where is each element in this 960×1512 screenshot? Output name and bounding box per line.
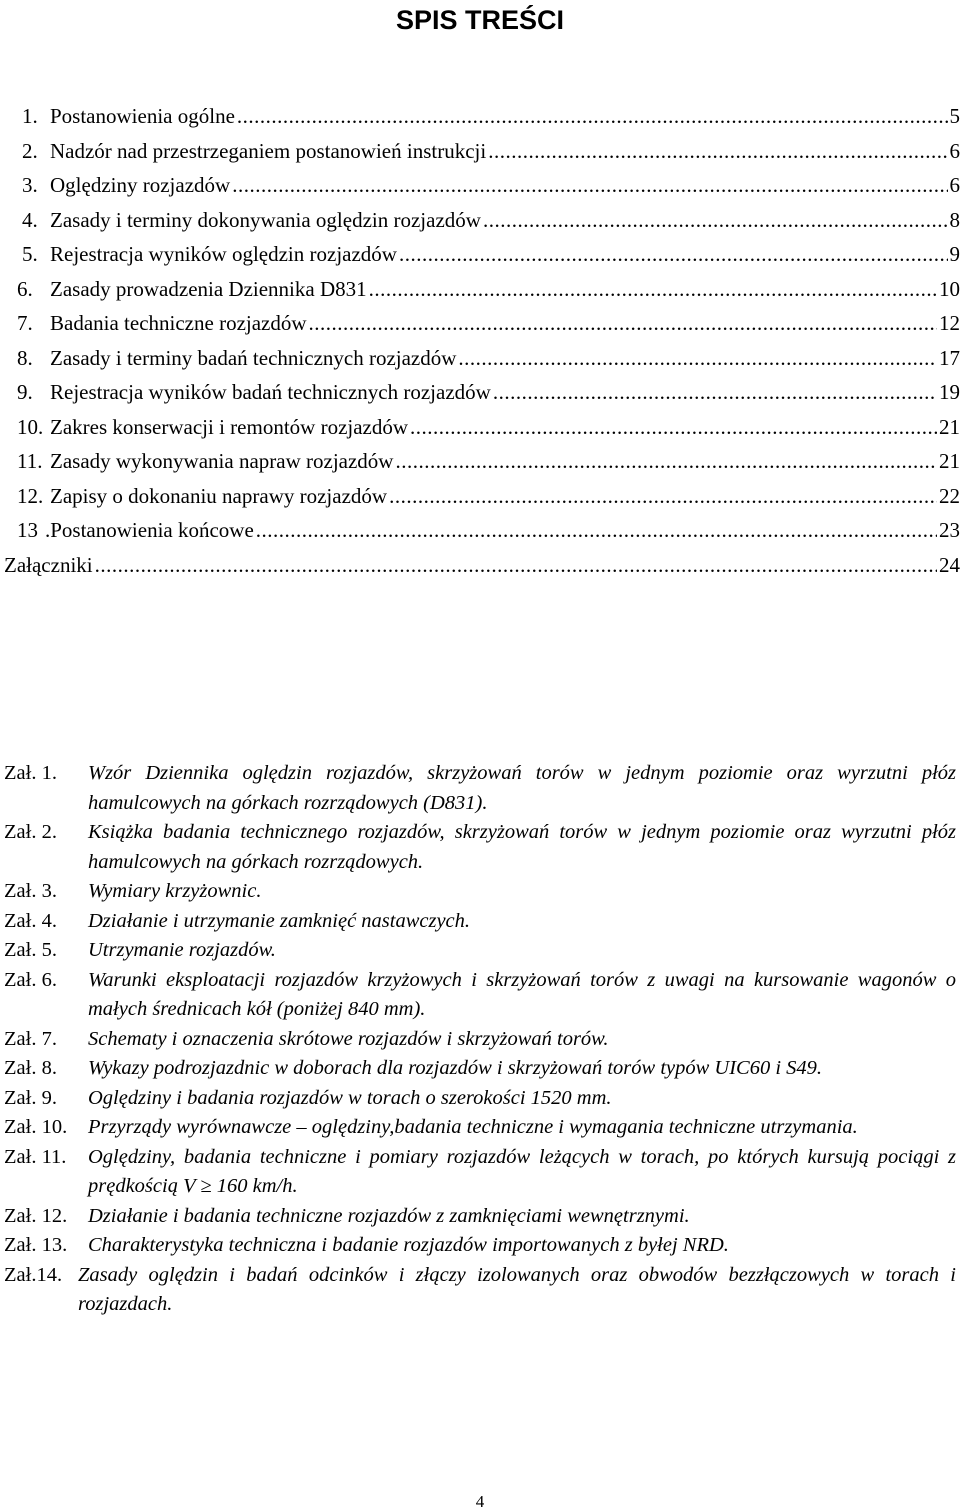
toc-entry-page: 5 — [950, 99, 960, 134]
toc-entry-number: 9. — [17, 375, 50, 410]
toc-entry-label: Zasady prowadzenia Dziennika D831 — [50, 272, 367, 307]
toc-entry-page: 21 — [939, 444, 960, 479]
toc-dot-leader — [237, 99, 948, 134]
toc-entry[interactable] — [0, 548, 960, 583]
attachment-item — [4, 1202, 956, 1232]
toc-entry-page: 24 — [939, 548, 960, 583]
toc-entry-label: .Postanowienia końcowe — [45, 513, 254, 548]
toc-dot-leader — [395, 444, 937, 479]
toc-entry-label: Nadzór nad przestrzeganiem postanowień instrukcji — [50, 134, 486, 169]
toc-dot-leader — [369, 272, 937, 307]
attachment-number: Zał. 2. — [4, 818, 88, 877]
toc-entry-label: Zasady i terminy badań technicznych rozjazdów — [50, 341, 456, 376]
toc-dot-leader — [410, 410, 937, 445]
toc-entry[interactable] — [0, 513, 960, 548]
toc-entry-label: Postanowienia ogólne — [50, 99, 235, 134]
attachment-title: Wymiary krzyżownic. — [88, 877, 956, 907]
attachment-number: Zał. 10. — [4, 1113, 88, 1143]
toc-dot-leader — [458, 341, 937, 376]
attachment-item — [4, 1143, 956, 1202]
toc-entry-page: 8 — [950, 203, 960, 238]
attachment-title: Zasady oględzin i badań odcinków i złączy izolowanych oraz obwodów bezzłączowych w torach i rozjazdach. — [78, 1261, 956, 1320]
toc-entry-page: 6 — [950, 134, 960, 169]
attachment-number: Zał. 3. — [4, 877, 88, 907]
toc-entry[interactable] — [0, 237, 960, 272]
table-of-contents — [0, 99, 960, 582]
attachment-item — [4, 877, 956, 907]
toc-entry-number: 10. — [17, 410, 50, 445]
attachment-item — [4, 1054, 956, 1084]
attachment-item — [4, 907, 956, 937]
attachment-title: Warunki eksploatacji rozjazdów krzyżowych i skrzyżowań torów z uwagi na kursowanie wagonów o małych średnicach kół (poniżej 840 mm). — [88, 966, 956, 1025]
attachment-title: Wykazy podrozjazdnic w doborach dla rozjazdów i skrzyżowań torów typów UIC60 i S49. — [88, 1054, 956, 1084]
attachment-number: Zał. 7. — [4, 1025, 88, 1055]
toc-entry-number: 7. — [17, 306, 50, 341]
toc-entry[interactable] — [0, 479, 960, 514]
toc-entry[interactable] — [0, 375, 960, 410]
toc-entry-label: Rejestracja wyników badań technicznych rozjazdów — [50, 375, 491, 410]
toc-entry-page: 19 — [939, 375, 960, 410]
attachment-title: Przyrządy wyrównawcze – oględziny,badania techniczne i wymagania techniczne utrzymania. — [88, 1113, 956, 1143]
toc-entry-number: 4. — [22, 203, 50, 238]
attachment-title: Wzór Dziennika oględzin rozjazdów, skrzyżowań torów w jednym poziomie oraz wyrzutni płóz hamulcowych na górkach rozrządowych (D831). — [88, 759, 956, 818]
attachment-title: Schematy i oznaczenia skrótowe rozjazdów i skrzyżowań torów. — [88, 1025, 956, 1055]
toc-entry[interactable] — [0, 341, 960, 376]
attachment-title: Działanie i badania techniczne rozjazdów z zamknięciami wewnętrznymi. — [88, 1202, 956, 1232]
toc-entry[interactable] — [0, 444, 960, 479]
toc-entry-number: 8. — [17, 341, 50, 376]
attachment-item — [4, 936, 956, 966]
toc-entry-number: 13 — [17, 513, 45, 548]
toc-entry-label: Zasady i terminy dokonywania oględzin rozjazdów — [50, 203, 481, 238]
toc-entry-number: 3. — [22, 168, 50, 203]
toc-entry[interactable] — [0, 99, 960, 134]
toc-entry-page: 10 — [939, 272, 960, 307]
attachment-number: Zał.14. — [4, 1261, 78, 1320]
attachment-item — [4, 818, 956, 877]
toc-entry-page: 22 — [939, 479, 960, 514]
toc-dot-leader — [493, 375, 937, 410]
attachment-number: Zał. 6. — [4, 966, 88, 1025]
attachment-item — [4, 1113, 956, 1143]
toc-entry[interactable] — [0, 306, 960, 341]
toc-entry-label: Załączniki — [4, 548, 93, 583]
toc-entry-page: 12 — [939, 306, 960, 341]
toc-entry[interactable] — [0, 272, 960, 307]
document-title: SPIS TREŚCI — [0, 2, 960, 38]
toc-dot-leader — [399, 237, 948, 272]
attachment-number: Zał. 9. — [4, 1084, 88, 1114]
attachment-item — [4, 966, 956, 1025]
toc-dot-leader — [488, 134, 947, 169]
attachment-number: Zał. 11. — [4, 1143, 88, 1202]
attachment-item — [4, 1084, 956, 1114]
attachment-list — [4, 759, 956, 1320]
attachment-number: Zał. 13. — [4, 1231, 88, 1261]
toc-entry-number: 11. — [17, 444, 50, 479]
toc-entry-page: 9 — [950, 237, 960, 272]
toc-entry-number: 1. — [22, 99, 50, 134]
toc-entry-page: 21 — [939, 410, 960, 445]
toc-entry-label: Rejestracja wyników oględzin rozjazdów — [50, 237, 397, 272]
toc-entry-label: Badania techniczne rozjazdów — [50, 306, 307, 341]
toc-entry[interactable] — [0, 134, 960, 169]
attachment-title: Książka badania technicznego rozjazdów, skrzyżowań torów w jednym poziomie oraz wyrzutni płóz hamulcowych na górkach rozrządowych. — [88, 818, 956, 877]
toc-dot-leader — [389, 479, 937, 514]
attachment-item — [4, 1261, 956, 1320]
attachment-title: Charakterystyka techniczna i badanie rozjazdów importowanych z byłej NRD. — [88, 1231, 956, 1261]
toc-entry-page: 23 — [939, 513, 960, 548]
attachment-item — [4, 1025, 956, 1055]
toc-entry-number: 5. — [22, 237, 50, 272]
attachment-number: Zał. 5. — [4, 936, 88, 966]
toc-dot-leader — [95, 548, 937, 583]
toc-entry[interactable] — [0, 203, 960, 238]
toc-dot-leader — [256, 513, 937, 548]
toc-entry-number: 6. — [17, 272, 50, 307]
toc-entry-number: 2. — [22, 134, 50, 169]
attachment-item — [4, 759, 956, 818]
toc-entry-label: Oględziny rozjazdów — [50, 168, 230, 203]
toc-entry-label: Zapisy o dokonaniu naprawy rozjazdów — [50, 479, 387, 514]
toc-entry[interactable] — [0, 168, 960, 203]
toc-entry-label: Zasady wykonywania napraw rozjazdów — [50, 444, 393, 479]
page-number: 4 — [0, 1492, 960, 1512]
attachment-title: Utrzymanie rozjazdów. — [88, 936, 956, 966]
toc-dot-leader — [483, 203, 948, 238]
toc-entry-page: 6 — [950, 168, 960, 203]
toc-dot-leader — [232, 168, 947, 203]
attachment-number: Zał. 4. — [4, 907, 88, 937]
attachment-number: Zał. 1. — [4, 759, 88, 818]
toc-entry[interactable] — [0, 410, 960, 445]
attachment-title: Oględziny i badania rozjazdów w torach o szerokości 1520 mm. — [88, 1084, 956, 1114]
toc-entry-page: 17 — [939, 341, 960, 376]
toc-entry-label: Zakres konserwacji i remontów rozjazdów — [50, 410, 408, 445]
attachment-title: Działanie i utrzymanie zamknięć nastawczych. — [88, 907, 956, 937]
attachment-number: Zał. 8. — [4, 1054, 88, 1084]
attachment-number: Zał. 12. — [4, 1202, 88, 1232]
toc-entry-number: 12. — [17, 479, 50, 514]
attachment-title: Oględziny, badania techniczne i pomiary rozjazdów leżących w torach, po których kursują pociągi z prędkością V ≥ 160 km/h. — [88, 1143, 956, 1202]
toc-dot-leader — [309, 306, 937, 341]
attachment-item — [4, 1231, 956, 1261]
